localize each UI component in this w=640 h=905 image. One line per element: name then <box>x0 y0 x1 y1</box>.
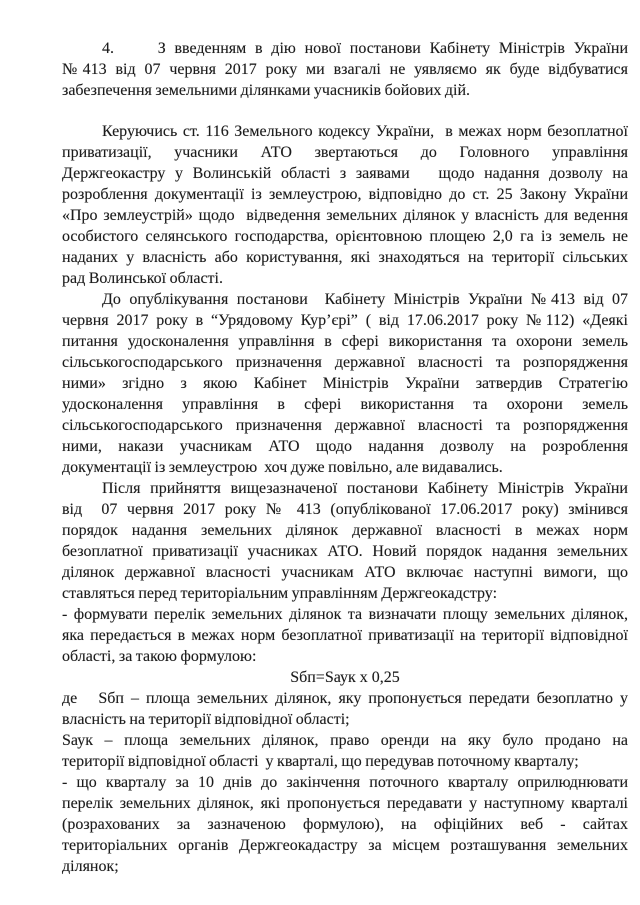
text-line: документації із землеустрою хоч дуже повільно, але видавались. <box>62 459 503 476</box>
text-line: особистого селянського господарства, орієнтовною площею 2,0 га із земель не <box>62 228 628 245</box>
text-line: територіальних органів Держгеокадастру за місцем розташування земельних <box>62 837 628 854</box>
text-line: від 07 червня 2017 року № 413 (опублікованої 17.06.2017 року) змінився <box>62 501 628 518</box>
text-line: розроблення документації із землеустрою, відповідно до ст. 25 Закону України <box>62 186 628 203</box>
text-line: питання удосконалення управління в сфері використання та охорони земель <box>62 333 628 350</box>
text-line: області, за такою формулою: <box>62 648 257 665</box>
text-line: - формувати перелік земельних ділянок та визначати площу земельних ділянок, <box>62 606 628 623</box>
text-line: наданих у власність або користування, які знаходяться на території сільських <box>62 249 628 266</box>
formula-line: Sбп=Sаук х 0,25 <box>290 669 400 686</box>
text-line: ділянок; <box>62 858 119 875</box>
text-line: забезпечення земельними ділянками учасників бойових дій. <box>62 82 471 99</box>
text-line: перелік земельних ділянок, які пропонується передавати у наступному кварталі <box>62 795 628 812</box>
text-line: рад Волинської області. <box>62 270 223 287</box>
text-line: ними, накази учасникам АТО щодо надання дозволу на розроблення <box>62 438 628 455</box>
paragraph-after-adoption <box>62 478 628 604</box>
text-line: 4. З введенням в дію нової постанови Кабінету Міністрів України <box>102 40 628 57</box>
text-line: сільськогосподарського призначення державної власності та розпорядження <box>62 354 628 371</box>
text-line: території відповідної області у кварталі, що передував поточному кварталу; <box>62 753 579 770</box>
paragraph-item-4 <box>62 38 628 101</box>
text-line: порядок надання земельних ділянок державної власності в межах норм <box>62 522 628 539</box>
text-line: ділянок державної власності учасникам АТО включає наступні вимоги, що <box>62 564 628 581</box>
text-line: №413 від 07 червня 2017 року ми взагалі не уявляємо як буде відбуватися <box>62 61 628 78</box>
text-line: (розрахованих за зазначеною формулою), на офіційних веб - сайтах <box>62 816 628 833</box>
text-line: удосконалення управління в сфері використання та охорони земель <box>62 396 628 413</box>
text-line: сільськогосподарського призначення державної власності та розпорядження <box>62 417 628 434</box>
text-line: червня 2017 року в “Урядовому Кур’єрі” ( від 17.06.2017 року №112) «Деякі <box>62 312 628 329</box>
text-line: Держгеокастру у Волинській області з заявами щодо надання дозволу на <box>62 165 628 182</box>
text-line: Sаук – площа земельних ділянок, право оренди на яку було продано на <box>62 732 628 749</box>
paragraph-land-code <box>62 121 628 289</box>
text-line: До опублікування постанови Кабінету Міністрів України №413 від 07 <box>102 291 628 308</box>
text-line: приватизації, учасники АТО звертаються до Головного управління <box>62 144 628 161</box>
text-line: - що кварталу за 10 днів до закінчення поточного кварталу оприлюднювати <box>62 774 628 791</box>
text-line: ставляться перед територіальним управлінням Держгеокадстру: <box>62 585 498 602</box>
text-line: безоплатної приватизації учасниках АТО. Новий порядок надання земельних <box>62 543 628 560</box>
text-line: «Про землеустрій» щодо відведення земельних ділянок у власність для ведення <box>62 207 628 224</box>
list-item-form-parcel-list <box>62 604 628 667</box>
text-line: власність на території відповідної області; <box>62 711 350 728</box>
definition-sauk <box>62 730 628 772</box>
definition-sbp <box>62 688 628 730</box>
text-line: Керуючись ст. 116 Земельного кодексу України, в межах норм безоплатної <box>102 123 628 140</box>
text-line: Після прийняття вищезазначеної постанови Кабінету Міністрів України <box>102 480 628 497</box>
text-line: де Sбп – площа земельних ділянок, яку пропонується передати безоплатно у <box>62 690 628 707</box>
paragraph-before-publication <box>62 289 628 478</box>
list-item-quarterly-publication <box>62 772 628 877</box>
text-line: ними» згідно з якою Кабінет Міністрів України затвердив Стратегію <box>62 375 628 392</box>
text-line: яка передається в межах норм безоплатної приватизації на території відповідної <box>62 627 628 644</box>
